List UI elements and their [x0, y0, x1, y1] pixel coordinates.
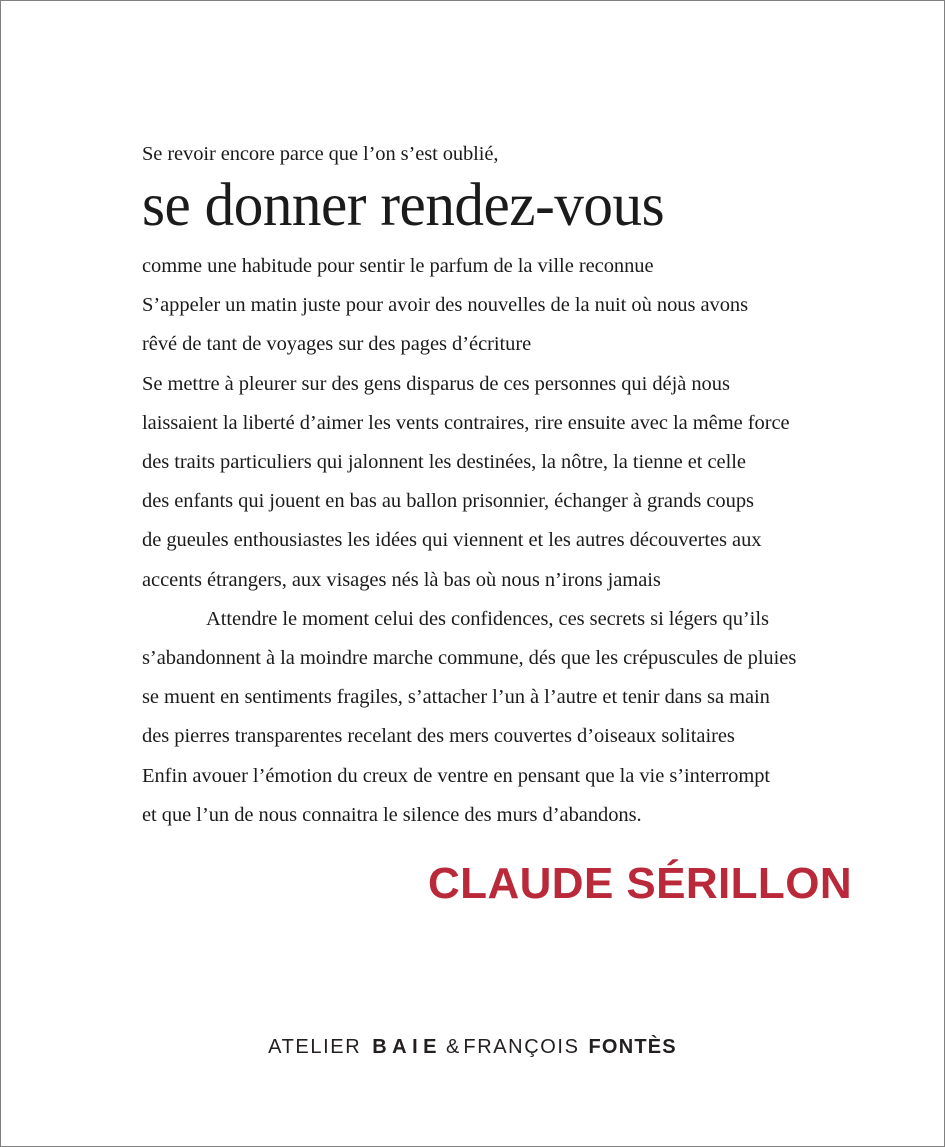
poem-stanza-4	[142, 600, 804, 757]
poem-stanza-3	[142, 365, 804, 600]
poem-line: de gueules enthousiastes les idées qui viennent et les autres découvertes aux	[142, 529, 762, 552]
poem-line: S’appeler un matin juste pour avoir des nouvelles de la nuit où nous avons	[142, 294, 749, 317]
poem-line: Se mettre à pleurer sur des gens disparus de ces personnes qui déjà nous	[142, 372, 730, 395]
francois-word: FRANÇOIS	[463, 1036, 580, 1058]
poem-body	[142, 139, 804, 835]
fontes-word: FONTÈS	[588, 1036, 677, 1058]
atelier-word: ATELIER	[268, 1036, 362, 1058]
poem-line: des pierres transparentes recelant des mers couvertes d’oiseaux solitaires	[142, 725, 735, 748]
poem-line: comme une habitude pour sentir le parfum de la ville reconnue	[142, 255, 654, 277]
poem-headline: se donner rendez-vous	[142, 172, 665, 239]
poem-stanza-2	[142, 286, 804, 364]
publisher-credit	[1, 1034, 944, 1060]
poem-line: des traits particuliers qui jalonnent les destinées, la nôtre, la tienne et celle	[142, 451, 746, 474]
poem-line: accents étrangers, aux visages nés là bas où nous n’irons jamais	[142, 568, 661, 591]
poem-stanza-5	[142, 757, 804, 835]
poem-line: Attendre le moment celui des confidences, ces secrets si légers qu’ils	[206, 607, 769, 630]
poem-line: laissaient la liberté d’aimer les vents contraires, rire ensuite avec la même force	[142, 411, 790, 434]
poem-line: s’abandonnent à la moindre marche commune, dés que les crépuscules de pluies	[142, 647, 797, 670]
poem-line: se muent en sentiments fragiles, s’attacher l’un à l’autre et tenir dans sa main	[142, 686, 770, 709]
poem-line: des enfants qui jouent en bas au ballon prisonnier, échanger à grands coups	[142, 490, 754, 513]
poem-lead-line: Se revoir encore parce que l’on s’est oublié,	[142, 143, 499, 165]
poem-line: rêvé de tant de voyages sur des pages d’écriture	[142, 333, 532, 356]
poem-line: Enfin avouer l’émotion du creux de ventre en pensant que la vie s’interrompt	[142, 764, 771, 787]
baie-word: BAIE	[372, 1036, 443, 1058]
poem-stanza-1	[142, 247, 804, 286]
poem-line: et que l’un de nous connaitra le silence des murs d’abandons.	[142, 803, 642, 826]
ampersand: &	[446, 1036, 460, 1058]
author-name: CLAUDE SÉRILLON	[428, 859, 852, 908]
